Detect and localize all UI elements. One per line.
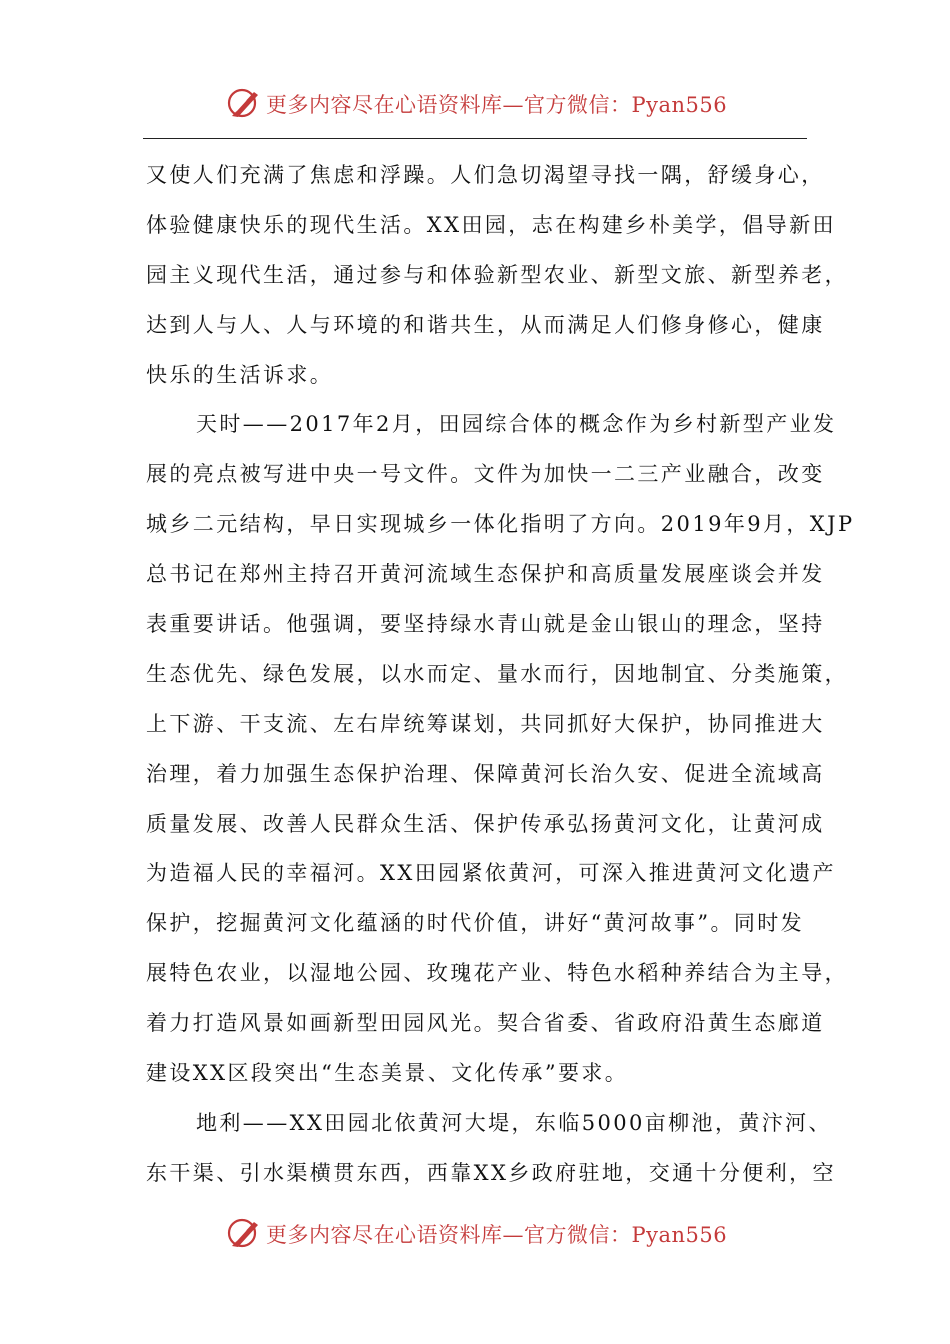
text-line: 总书记在郑州主持召开黄河流域生态保护和高质量发展座谈会并发: [146, 562, 825, 587]
header-banner: [0, 82, 950, 122]
text-line: 达到人与人、人与环境的和谐共生，从而满足人们修身修心，健康: [146, 312, 825, 337]
text-line: 上下游、干支流、左右岸统筹谋划，共同抓好大保护，协同推进大: [146, 711, 825, 736]
text-line: 建设XX区段突出“生态美景、文化传承”要求。: [146, 1061, 629, 1086]
text-line: 天时——2017年2月，田园综合体的概念作为乡村新型产业发: [196, 412, 837, 437]
text-line: 生态优先、绿色发展，以水而定、量水而行，因地制宜、分类施策，: [146, 661, 848, 686]
footer-banner-text: 更多内容尽在心语资料库—官方微信：Pyan556: [266, 1223, 728, 1247]
text-line: 体验健康快乐的现代生活。XX田园，志在构建乡朴美学，倡导新田: [146, 212, 836, 237]
footer-banner: [0, 1212, 950, 1252]
document-body: [146, 151, 855, 1199]
text-line: 保护，挖掘黄河文化蕴涵的时代价值，讲好“黄河故事”。同时发: [146, 911, 805, 936]
quill-pen-logo-icon: [226, 86, 262, 120]
text-line: 又使人们充满了焦虑和浮躁。人们急切渴望寻找一隅，舒缓身心，: [146, 163, 825, 187]
text-line: 质量发展、改善人民群众生活、保护传承弘扬黄河文化，让黄河成: [146, 811, 825, 836]
text-line: 快乐的生活诉求。: [146, 362, 334, 387]
text-line: 园主义现代生活，通过参与和体验新型农业、新型文旅、新型养老，: [146, 262, 848, 287]
text-line: 展特色农业，以湿地公园、玫瑰花产业、特色水稻种养结合为主导，: [146, 961, 848, 986]
text-line: 东干渠、引水渠横贯东西，西靠XX乡政府驻地，交通十分便利，空: [146, 1160, 836, 1185]
header-divider: [143, 138, 807, 139]
text-line: 表重要讲话。他强调，要坚持绿水青山就是金山银山的理念，坚持: [146, 612, 825, 637]
text-line: 地利——XX田园北依黄河大堤，东临5000亩柳池，黄汴河、: [196, 1110, 832, 1135]
text-line: 展的亮点被写进中央一号文件。文件为加快一二三产业融合，改变: [146, 462, 825, 487]
quill-pen-logo-icon: [226, 1216, 262, 1250]
header-banner-text: 更多内容尽在心语资料库—官方微信：Pyan556: [266, 93, 728, 117]
text-line: 为造福人民的幸福河。XX田园紧依黄河，可深入推进黄河文化遗产: [146, 861, 836, 886]
text-line: 治理，着力加强生态保护治理、保障黄河长治久安、促进全流域高: [146, 761, 825, 786]
text-line: 城乡二元结构，早日实现城乡一体化指明了方向。2019年9月，XJP: [146, 512, 855, 537]
text-line: 着力打造风景如画新型田园风光。契合省委、省政府沿黄生态廊道: [146, 1011, 825, 1036]
